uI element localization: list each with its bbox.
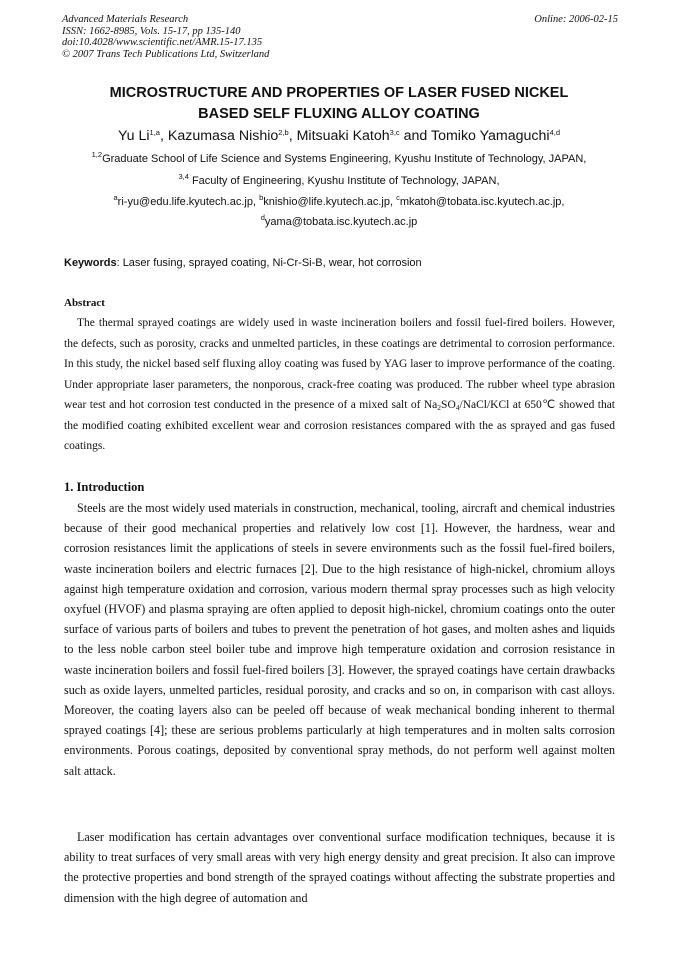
title-line-2: BASED SELF FLUXING ALLOY COATING (198, 106, 480, 122)
author-conjunction: and (399, 128, 431, 144)
email-line-2 (20, 215, 658, 229)
copyright-line: © 2007 Trans Tech Publications Ltd, Switzerland (62, 48, 270, 60)
intro-paragraph-1: Steels are the most widely used materials in construction, mechanical, tooling, aircraft and chemical industries because of their good mechanical properties and relatively low cost [1]. However, the hardness, wear and corrosion resistances limit the applications of steels in severe environments such as the fossil fuel-fired boilers, waste incineration boilers and electric furnaces [2]. Due to the high resistance of high-nickel, chromium alloys against high temperature oxidation and corrosion, various modern thermal spray processes such as high velocity oxyfuel (HVOF) and plasma spraying are often applied to deposit high-nickel, chromium coatings onto the outer surface of various parts of boilers and tubes to prevent the penetration of hot gases, and molten ashes and liquids to the less noble carbon steel boiler tube and improve high temperature oxidation and corrosion resistance in waste incineration boilers and fossil fuel-fired boilers [3]. However, the sprayed coatings have certain drawbacks such as oxide layers, unmelted particles, residual porosity, and cracks and so on, in comparison with cast alloys. Moreover, the coating layers also can be peeled off because of weak mechanical bonding inherent to thermal sprayed coatings [4]; these are serious problems particularly at high temperatures and in molten salts corrosion environments. Porous coatings, deposited by conventional spray methods, do not perform well against molten salt attack. (64, 501, 615, 778)
email-superscript: d (260, 213, 265, 222)
subscript: 4 (455, 403, 460, 412)
abstract-paragraph (64, 313, 615, 457)
author-list (20, 126, 658, 146)
affiliation-1 (20, 152, 658, 166)
author-name: Mitsuaki Katoh (296, 128, 390, 144)
journal-name: Advanced Materials Research (62, 14, 189, 25)
author-superscript: 4,d (549, 128, 560, 137)
abstract-text: The thermal sprayed coatings are widely used in waste incineration boilers and fossil fuel-fired boilers. However, the defects, such as porosity, cracks and unmelted particles, in these coatings are detrimental to corrosion performance. In this study, the nickel based self fluxing alloy coating was fused by YAG laser to improve performance of the coating. Under appropriate laser parameters, the nonporous, crack-free coating was produced. The rubber wheel type abrasion wear test and hot corrosion test conducted in the presence of a mixed salt of Na (64, 317, 615, 411)
affiliation-text: Graduate School of Life Science and Systems Engineering, Kyushu Institute of Technology, JAPAN, (102, 153, 587, 165)
online-date: Online: 2006-02-15 (534, 14, 618, 25)
subscript: 2 (437, 403, 442, 412)
keywords-line (64, 256, 624, 270)
keywords-label: Keywords (64, 257, 117, 269)
abstract-text: /NaCl/KCl at 650℃ showed that the modified coating exhibited excellent wear and corrosion resistances compared with the as sprayed and gas fused coatings. (64, 399, 615, 452)
email-superscript: a (113, 193, 118, 202)
abstract-heading: Abstract (64, 297, 105, 309)
title-line-1: MICROSTRUCTURE AND PROPERTIES OF LASER FUSED NICKEL (109, 85, 569, 101)
paper-title (40, 83, 638, 125)
doi-line[interactable]: doi:10.4028/www.scientific.net/AMR.15-17.135 (62, 37, 263, 48)
author-name: Tomiko Yamaguchi (431, 128, 550, 144)
affiliation-2 (20, 174, 658, 188)
author-name: Kazumasa Nishio (167, 128, 279, 144)
keywords-text: : Laser fusing, sprayed coating, Ni-Cr-Si-B, wear, hot corrosion (116, 257, 422, 269)
email-address[interactable]: yama@tobata.isc.kyutech.ac.jp (264, 216, 418, 228)
author-superscript: 1,a (149, 128, 160, 137)
email-address[interactable]: knishio@life.kyutech.ac.jp, (263, 196, 397, 208)
issn-line: ISSN: 1662-8985, Vols. 15-17, pp 135-140 (62, 25, 241, 37)
author-superscript: 2,b (278, 128, 289, 137)
email-line-1 (20, 195, 658, 209)
affiliation-superscript: 1,2 (91, 150, 103, 159)
affiliation-superscript: 3,4 (178, 172, 189, 181)
email-address[interactable]: ri-yu@edu.life.kyutech.ac.jp, (117, 196, 260, 208)
author-separator: , (159, 128, 168, 144)
email-superscript: c (396, 193, 400, 202)
abstract-text: SO (441, 399, 456, 411)
section-heading-introduction: 1. Introduction (64, 480, 145, 494)
affiliation-text: Faculty of Engineering, Kyushu Institute of Technology, JAPAN, (188, 175, 500, 187)
author-name: Yu Li (117, 128, 150, 144)
email-address[interactable]: mkatoh@tobata.isc.kyutech.ac.jp, (399, 196, 565, 208)
journal-header (62, 14, 618, 60)
intro-paragraph-2: Laser modification has certain advantages over conventional surface modification techniques, because it is ability to treat surfaces of very small areas with very high energy density and great precision. It also can improve the protective properties and bond strength of the sprayed coatings without affecting the substrate properties and dimension with the high degree of automation and (64, 830, 615, 905)
author-separator: , (288, 128, 297, 144)
email-superscript: b (259, 193, 264, 202)
author-superscript: 3,c (389, 128, 400, 137)
